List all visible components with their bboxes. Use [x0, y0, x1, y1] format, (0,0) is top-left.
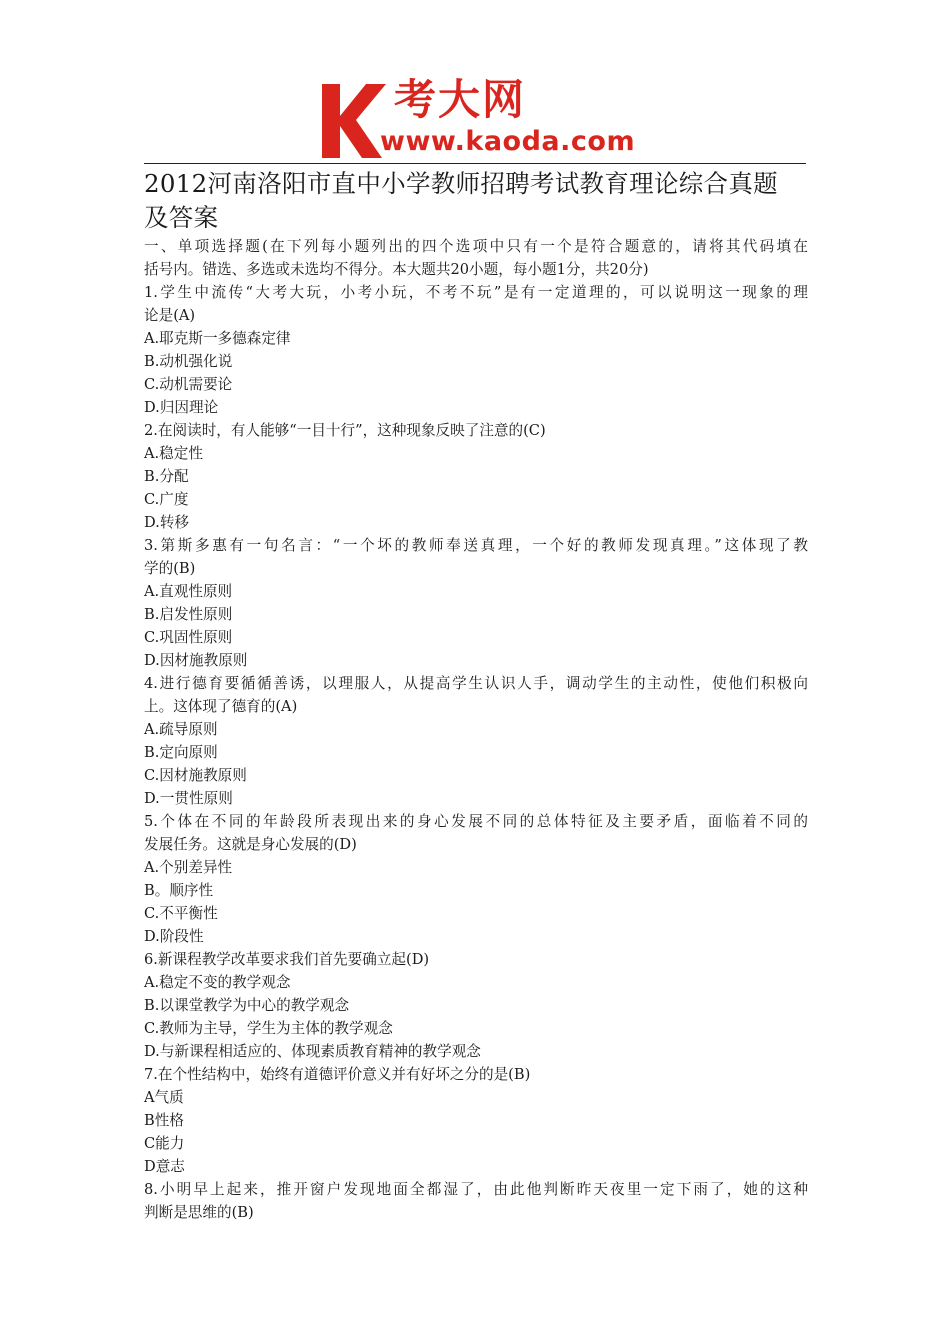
option-line: C.动机需要论	[144, 376, 233, 393]
text-line: 一、单项选择题(在下列每小题列出的四个选项中只有一个是符合题意的，请将其代码填在	[144, 238, 808, 255]
option-line: B性格	[144, 1112, 184, 1129]
option-line: A.耶克斯一多德森定律	[144, 330, 291, 347]
option-line: A.疏导原则	[144, 721, 218, 738]
document-body	[144, 235, 808, 1224]
text-line: 判断是思维的(B)	[144, 1204, 254, 1221]
option-line: C能力	[144, 1135, 185, 1152]
option-line: B.启发性原则	[144, 606, 233, 623]
text-line: 学的(B)	[144, 560, 196, 577]
text-line: 括号内。错选、多选或未选均不得分。本大题共20小题，每小题1分，共20分)	[144, 261, 649, 278]
option-line: A.直观性原则	[144, 583, 233, 600]
k-logo-icon	[316, 80, 388, 160]
question-6: 6.新课程教学改革要求我们首先要确立起(D)	[144, 951, 430, 968]
question-1: 1.学生中流传“大考大玩，小考小玩，不考不玩”是有一定道理的，可以说明这一现象的理	[144, 284, 808, 301]
option-line: A气质	[144, 1089, 184, 1106]
question-8: 8.小明早上起来，推开窗户发现地面全都湿了，由此他判断昨天夜里一定下雨了，她的这种	[144, 1181, 808, 1198]
option-line: D.与新课程相适应的、体现素质教育精神的教学观念	[144, 1043, 481, 1060]
kaoda-logo	[316, 76, 642, 162]
text-line: 上。这体现了德育的(A)	[144, 698, 298, 715]
question-7: 7.在个性结构中，始终有道德评价意义并有好坏之分的是(B)	[144, 1066, 531, 1083]
document-title	[144, 167, 806, 235]
title-line-1: 2012河南洛阳市直中小学教师招聘考试教育理论综合真题	[144, 169, 778, 198]
option-line: D.阶段性	[144, 928, 204, 945]
option-line: C.不平衡性	[144, 905, 218, 922]
text-line: 论是(A)	[144, 307, 196, 324]
option-line: D意志	[144, 1158, 185, 1175]
option-line: A.稳定性	[144, 445, 203, 462]
option-line: B.分配	[144, 468, 189, 485]
option-line: A.个别差异性	[144, 859, 233, 876]
question-4: 4.进行德育要循循善诱，以理服人，从提高学生认识人手，调动学生的主动性，使他们积极向	[144, 675, 808, 692]
logo-chinese-text: 考大网	[394, 75, 527, 124]
option-line: B。顺序性	[144, 882, 214, 899]
question-5: 5.个体在不同的年龄段所表现出来的身心发展不同的总体特征及主要矛盾，面临着不同的	[144, 813, 808, 830]
option-line: A.稳定不变的教学观念	[144, 974, 291, 991]
option-line: D.归因理论	[144, 399, 219, 416]
title-line-2: 及答案	[144, 203, 219, 232]
header-divider	[144, 163, 806, 164]
option-line: C.教师为主导，学生为主体的教学观念	[144, 1020, 393, 1037]
option-line: C.因材施教原则	[144, 767, 247, 784]
option-line: D.转移	[144, 514, 190, 531]
question-3: 3.第斯多惠有一句名言：“一个坏的教师奉送真理，一个好的教师发现真理。”这体现了教	[144, 537, 808, 554]
option-line: D.一贯性原则	[144, 790, 233, 807]
option-line: B.定向原则	[144, 744, 218, 761]
option-line: C.巩固性原则	[144, 629, 233, 646]
option-line: B.动机强化说	[144, 353, 233, 370]
text-line: 发展任务。这就是身心发展的(D)	[144, 836, 357, 853]
option-line: B.以课堂教学为中心的教学观念	[144, 997, 350, 1014]
logo-url-text: www.kaoda.com	[380, 126, 636, 157]
option-line: C.广度	[144, 491, 189, 508]
option-line: D.因材施教原则	[144, 652, 248, 669]
question-2: 2.在阅读时，有人能够“一目十行”，这种现象反映了注意的(C)	[144, 422, 546, 439]
